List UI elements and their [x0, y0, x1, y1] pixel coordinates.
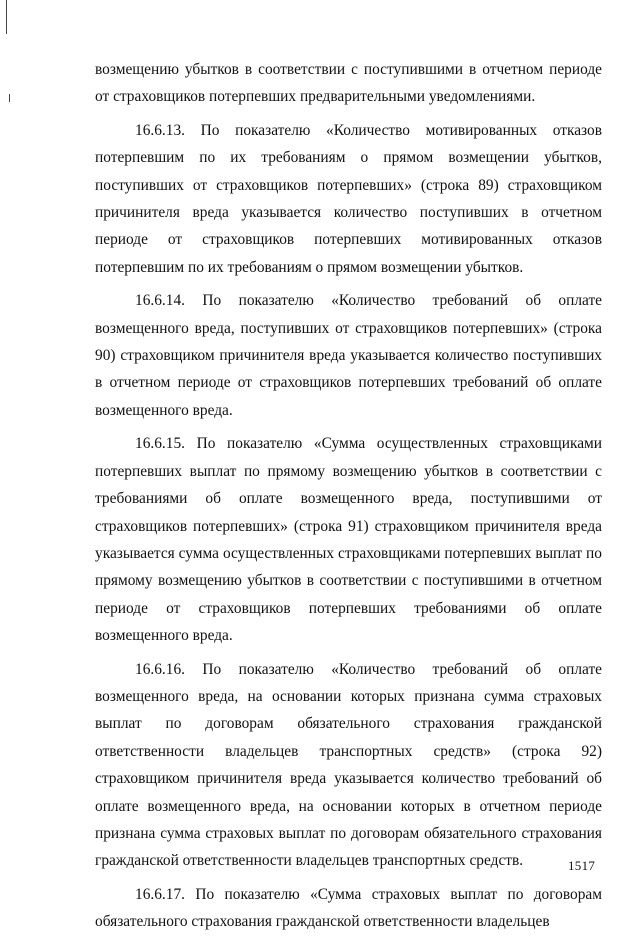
- paragraph-continuation: возмещению убытков в соответствии с поступившими в отчетном периоде от страховщиков потерпевших предварительными уведомлениями.: [95, 61, 602, 106]
- paragraph-16-6-15: 16.6.15. По показателю «Сумма осуществленных страховщиками потерпевших выплат по прямому возмещению убытков в соответствии с требованиями об оплате возмещенного вреда, поступившими от страховщиков потерпевших» (строка 91) страховщиком причинителя вреда указывается сумма осуществленных страховщиками потерпевших выплат по прямому возмещению убытков в соответствии с поступившими в отчетном периоде от страховщиков потерпевших требованиями об оплате возмещенного вреда.: [95, 435, 602, 645]
- paragraph-16-6-14: 16.6.14. По показателю «Количество требований об оплате возмещенного вреда, поступивших от страховщиков потерпевших» (строка 90) страховщиком причинителя вреда указывается количество поступивших в отчетном периоде от страховщиков потерпевших требований об оплате возмещенного вреда.: [95, 292, 602, 419]
- paragraph-16-6-17: 16.6.17. По показателю «Сумма страховых выплат по договорам обязательного страхования гражданской ответственности владельцев: [95, 885, 602, 931]
- page-number: 1517: [568, 858, 596, 873]
- document-body: [95, 56, 602, 936]
- scan-edge-mark: [9, 94, 10, 102]
- paragraph-16-6-13: 16.6.13. По показателю «Количество мотивированных отказов потерпевшим по их требованиям о прямом возмещении убытков, поступивших от страховщиков потерпевших» (строка 89) страховщиком причинителя вреда указывается количество поступивших в отчетном периоде от страховщиков потерпевших мотивированных отказов потерпевшим по их требованиям о прямом возмещении убытков.: [95, 121, 602, 276]
- scan-edge-mark: [6, 0, 7, 34]
- paragraph-16-6-16: 16.6.16. По показателю «Количество требований об оплате возмещенного вреда, на основании которых признана сумма страховых выплат по договорам обязательного страхования гражданской ответственности владельцев транспортных средств» (строка 92) страховщиком причинителя вреда указывается количество требований об оплате возмещенного вреда, на основании которых в отчетном периоде признана сумма страховых выплат по договорам обязательного страхования гражданской ответственности владельцев транспортных средств.: [95, 660, 602, 870]
